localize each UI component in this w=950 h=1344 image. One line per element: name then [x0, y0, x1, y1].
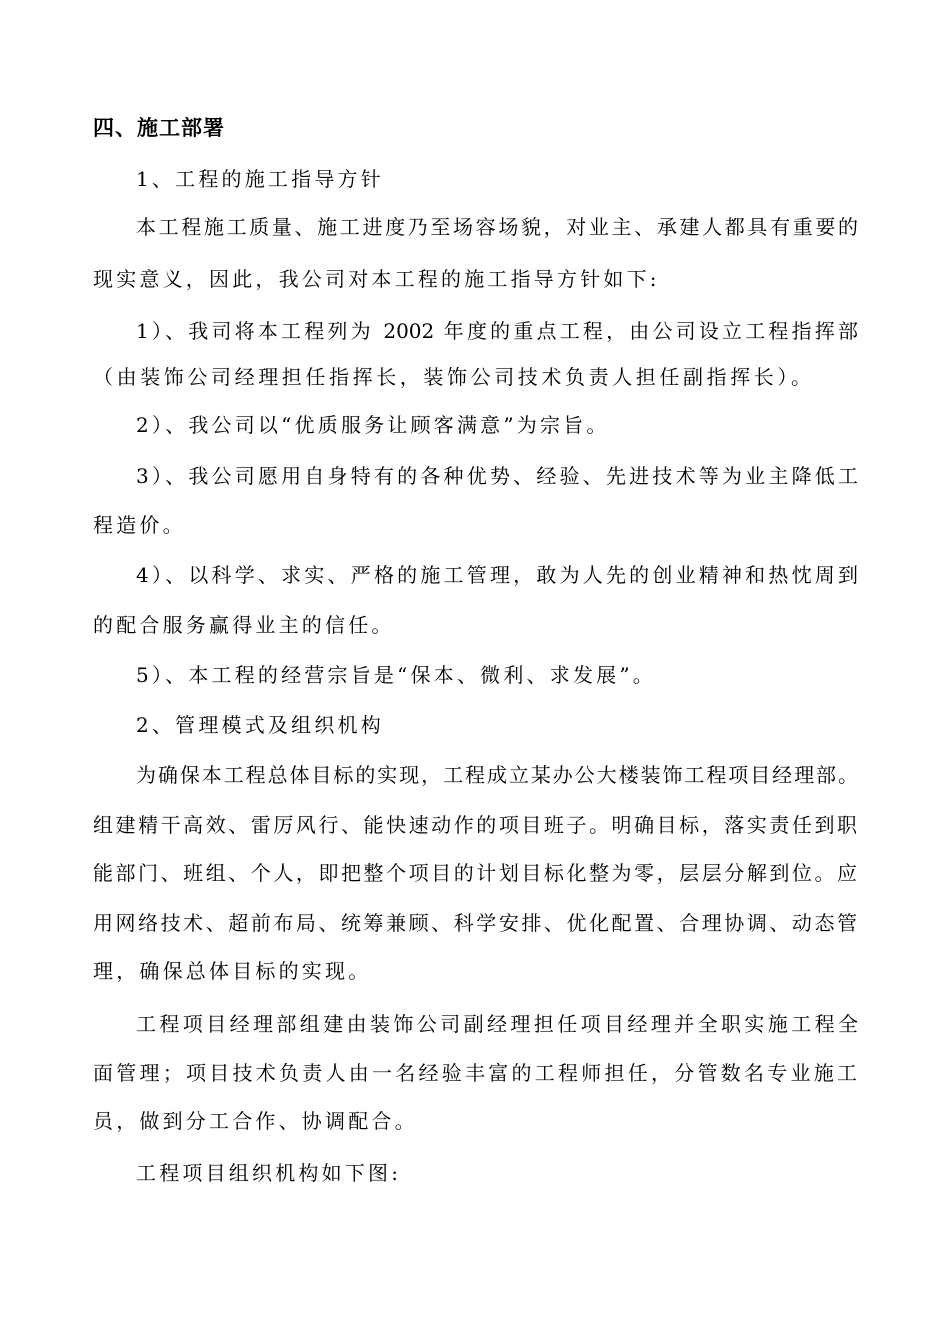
para1-line-1: 为确保本工程总体目标的实现，工程成立某办公大楼装饰工程项目经理部。	[136, 763, 858, 787]
para1-line-5: 理，确保总体目标的实现。	[93, 959, 372, 983]
item-4-line-1: 4）、以科学、求实、严格的施工管理，敢为人先的创业精神和热忱周到	[136, 563, 858, 587]
item-3-line-1: 3）、我公司愿用自身特有的各种优势、经验、先进技术等为业主降低工	[136, 464, 858, 488]
para2-line-2: 面管理；项目技术负责人由一名经验丰富的工程师担任，分管数名专业施工	[93, 1061, 857, 1085]
intro-line-2: 现实意义，因此，我公司对本工程的施工指导方针如下:	[93, 267, 660, 291]
intro-line-1: 本工程施工质量、施工进度乃至场容场貌，对业主、承建人都具有重要的	[136, 215, 858, 239]
para1-line-2: 组建精干高效、雷厉风行、能快速动作的项目班子。明确目标，落实责任到职	[93, 813, 857, 837]
item-2: 2）、我公司以“优质服务让顾客满意”为宗旨。	[136, 413, 610, 437]
para2-line-1: 工程项目经理部组建由装饰公司副经理担任项目经理并全职实施工程全	[136, 1012, 858, 1036]
subsection-title-1: 1、工程的施工指导方针	[136, 167, 384, 191]
item-1-line-2: （由装饰公司经理担任指挥长，装饰公司技术负责人担任副指挥长）。	[93, 365, 815, 389]
item-5: 5）、本工程的经营宗旨是“保本、微利、求发展”。	[136, 663, 656, 687]
para1-line-4: 用网络技术、超前布局、统筹兼顾、科学安排、优化配置、合理协调、动态管	[93, 911, 857, 935]
section-heading: 四、施工部署	[93, 115, 225, 140]
para2-line-3: 员，做到分工合作、协调配合。	[93, 1109, 418, 1133]
item-4-line-2: 的配合服务赢得业主的信任。	[93, 613, 395, 637]
para1-line-3: 能部门、班组、个人，即把整个项目的计划目标化整为零，层层分解到位。应	[93, 861, 857, 885]
subsection-title-2: 2、管理模式及组织机构	[136, 713, 384, 737]
item-3-line-2: 程造价。	[93, 513, 186, 537]
item-1-line-1: 1）、我司将本工程列为 2002 年度的重点工程，由公司设立工程指挥部	[136, 319, 858, 343]
para3-line-1: 工程项目组织机构如下图:	[136, 1161, 402, 1185]
